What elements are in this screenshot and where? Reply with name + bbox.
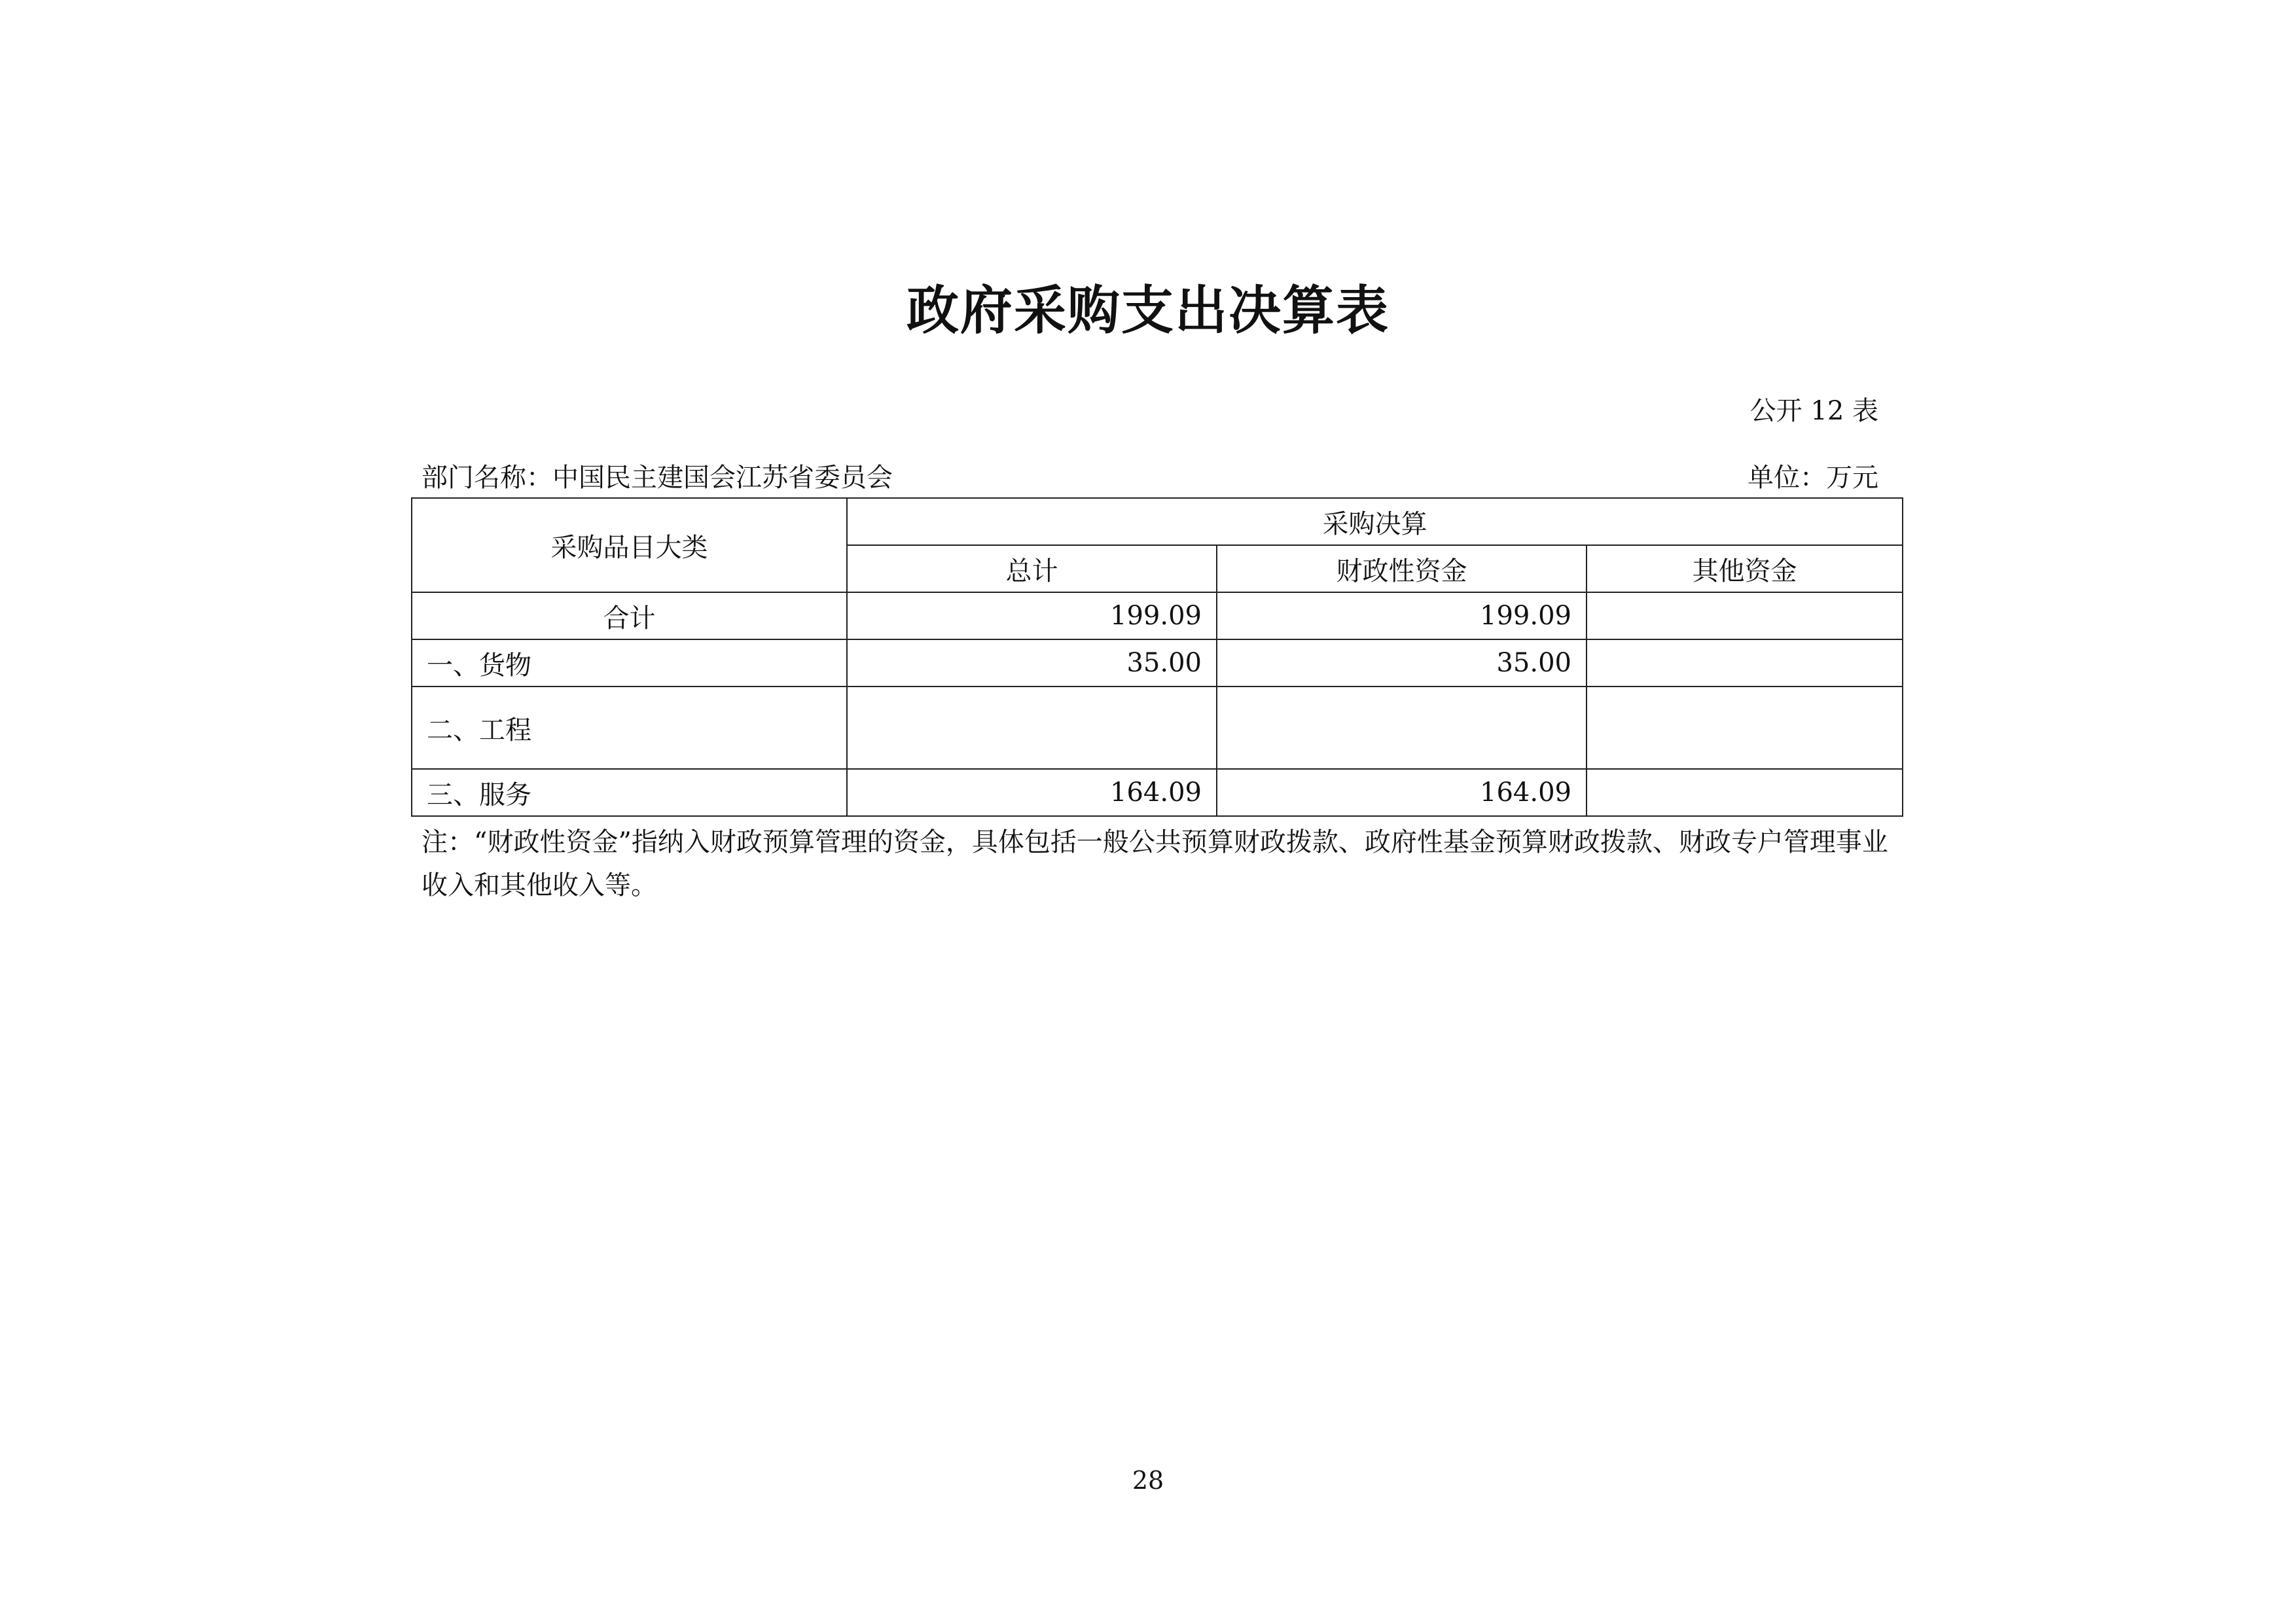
page-title: 政府采购支出决算表 bbox=[906, 279, 1390, 341]
footnote: 注：“财政性资金”指纳入财政预算管理的资金，具体包括一般公共预算财政拨款、政府性基金预算财政拨款、财政专户管理事业收入和其他收入等。 bbox=[422, 827, 1888, 901]
row-other bbox=[1587, 639, 1903, 687]
row-fiscal: 164.09 bbox=[1217, 769, 1587, 816]
row-total: 35.00 bbox=[847, 639, 1217, 687]
header-fiscal-funds: 财政性资金 bbox=[1217, 545, 1587, 592]
unit-label: 单位：万元 bbox=[1748, 463, 1878, 493]
table-row bbox=[412, 592, 1903, 639]
header-category: 采购品目大类 bbox=[412, 498, 847, 592]
row-fiscal: 199.09 bbox=[1217, 592, 1587, 639]
table-number: 公开 12 表 bbox=[1749, 396, 1878, 426]
row-fiscal: 35.00 bbox=[1217, 639, 1587, 687]
row-other bbox=[1587, 687, 1903, 769]
row-total: 199.09 bbox=[847, 592, 1217, 639]
table-row bbox=[412, 687, 1903, 769]
row-other bbox=[1587, 592, 1903, 639]
department-name: 部门名称：中国民主建国会江苏省委员会 bbox=[422, 463, 893, 493]
row-label: 一、货物 bbox=[412, 639, 847, 687]
row-other bbox=[1587, 769, 1903, 816]
row-label: 三、服务 bbox=[412, 769, 847, 816]
row-label: 合计 bbox=[412, 592, 847, 639]
table-row bbox=[412, 769, 1903, 816]
page-number: 28 bbox=[1132, 1466, 1164, 1495]
row-label: 二、工程 bbox=[412, 687, 847, 769]
header-total: 总计 bbox=[847, 545, 1217, 592]
row-fiscal bbox=[1217, 687, 1587, 769]
row-total: 164.09 bbox=[847, 769, 1217, 816]
header-other-funds: 其他资金 bbox=[1587, 545, 1903, 592]
procurement-table bbox=[411, 497, 1903, 817]
header-procurement-final: 采购决算 bbox=[847, 498, 1903, 545]
table-row bbox=[412, 639, 1903, 687]
row-total bbox=[847, 687, 1217, 769]
